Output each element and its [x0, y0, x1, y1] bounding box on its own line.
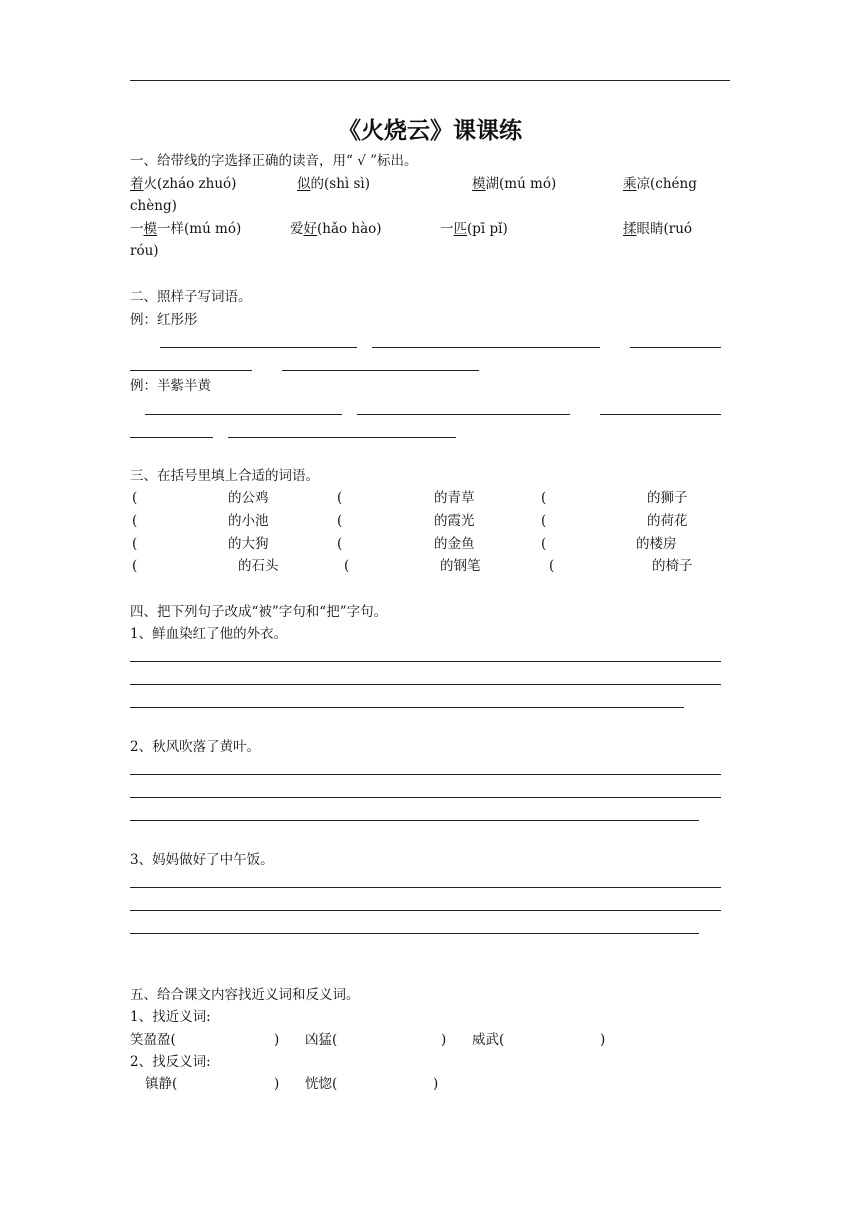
- pinyin-options: 凉(chéng: [636, 176, 697, 192]
- close-paren: ): [274, 1076, 280, 1092]
- underlined-char: 模: [472, 176, 486, 192]
- answer-line[interactable]: [145, 414, 342, 415]
- pinyin-options: 一样(mú mó): [157, 221, 242, 237]
- pinyin-wrap-2: róu): [130, 243, 159, 259]
- fill-blank-phrase: 的青草: [434, 490, 475, 506]
- synonym-item: 凶猛(: [305, 1032, 338, 1048]
- antonym-item: 镇静(: [145, 1076, 178, 1092]
- synonym-item: 威武(: [472, 1032, 505, 1048]
- fill-blank-phrase: 的钢笔: [440, 558, 481, 574]
- open-paren: (: [337, 513, 343, 529]
- open-paren: (: [541, 536, 547, 552]
- plain-char: 爱: [290, 221, 304, 237]
- page-title: 《火烧云》课课练: [338, 118, 522, 144]
- pinyin-options: 眼睛(ruó: [636, 221, 693, 237]
- fill-blank-phrase: 的金鱼: [434, 536, 475, 552]
- synonym-item: 笑盈盈(: [130, 1032, 176, 1048]
- antonym-item: 恍惚(: [305, 1076, 338, 1092]
- pinyin-options: (pī pǐ): [467, 221, 508, 237]
- open-paren: (: [541, 490, 547, 506]
- answer-line[interactable]: [130, 661, 721, 662]
- answer-line[interactable]: [130, 797, 721, 798]
- pinyin-item-4: [623, 175, 697, 193]
- pinyin-item-1: [130, 175, 236, 193]
- question-2: 2、秋风吹落了黄叶。: [130, 739, 261, 755]
- answer-line[interactable]: [357, 414, 570, 415]
- open-paren: (: [337, 536, 343, 552]
- close-paren: ): [274, 1032, 280, 1048]
- open-paren: (: [337, 490, 343, 506]
- answer-line[interactable]: [130, 933, 699, 934]
- question-1: 1、鲜血染红了他的外衣。: [130, 626, 288, 642]
- answer-line[interactable]: [630, 347, 721, 348]
- answer-line[interactable]: [130, 370, 252, 371]
- answer-line[interactable]: [160, 347, 357, 348]
- underlined-char: 匹: [453, 221, 467, 237]
- open-paren: (: [132, 536, 138, 552]
- section-4-heading: 四、把下列句子改成“被”字句和“把”字句。: [130, 604, 388, 620]
- pinyin-options: 湖(mú mó): [485, 176, 557, 192]
- close-paren: ): [441, 1032, 447, 1048]
- underlined-char: 揉: [623, 221, 637, 237]
- answer-line[interactable]: [372, 347, 600, 348]
- underlined-char: 着: [130, 176, 144, 192]
- example-1: 例：红彤彤: [130, 312, 198, 328]
- fill-blank-phrase: 的荷花: [647, 513, 688, 529]
- question-3: 3、妈妈做好了中午饭。: [130, 852, 274, 868]
- pinyin-options: (hǎo hào): [317, 221, 382, 237]
- answer-line[interactable]: [600, 414, 721, 415]
- underlined-char: 模: [143, 221, 157, 237]
- close-paren: ): [433, 1076, 439, 1092]
- fill-blank-phrase: 的楼房: [636, 536, 677, 552]
- header-rule: [130, 80, 730, 81]
- fill-blank-phrase: 的石头: [238, 558, 279, 574]
- section-5-heading: 五、给合课文内容找近义词和反义词。: [130, 987, 360, 1003]
- answer-line[interactable]: [130, 437, 213, 438]
- section-1-heading: 一、给带线的字选择正确的读音，用“ √ ”标出。: [130, 153, 418, 169]
- open-paren: (: [344, 558, 350, 574]
- open-paren: (: [549, 558, 555, 574]
- close-paren: ): [600, 1032, 606, 1048]
- pinyin-wrap-1: chèng): [130, 198, 177, 214]
- answer-line[interactable]: [282, 370, 479, 371]
- fill-blank-phrase: 的公鸡: [228, 490, 269, 506]
- pinyin-item-2: [297, 175, 370, 193]
- plain-char: 一: [440, 221, 454, 237]
- fill-blank-phrase: 的椅子: [652, 558, 693, 574]
- plain-char: 一: [130, 221, 144, 237]
- answer-line[interactable]: [228, 437, 456, 438]
- fill-blank-phrase: 的霞光: [434, 513, 475, 529]
- pinyin-item-6: [290, 220, 382, 238]
- section-3-heading: 三、在括号里填上合适的词语。: [130, 468, 319, 484]
- underlined-char: 乘: [623, 176, 637, 192]
- example-2: 例：半紫半黄: [130, 378, 211, 394]
- pinyin-item-5: [130, 220, 241, 238]
- answer-line[interactable]: [130, 887, 721, 888]
- pinyin-item-3: [472, 175, 556, 193]
- open-paren: (: [132, 558, 138, 574]
- antonym-subheading: 2、找反义词:: [130, 1054, 211, 1070]
- underlined-char: 似: [297, 176, 311, 192]
- answer-line[interactable]: [130, 910, 721, 911]
- open-paren: (: [132, 490, 138, 506]
- section-2-heading: 二、照样子写词语。: [130, 289, 252, 305]
- pinyin-options: 的(shì sì): [310, 176, 371, 192]
- synonym-subheading: 1、找近义词:: [130, 1009, 211, 1025]
- answer-line[interactable]: [130, 684, 721, 685]
- open-paren: (: [541, 513, 547, 529]
- pinyin-item-7: [440, 220, 508, 238]
- fill-blank-phrase: 的大狗: [228, 536, 269, 552]
- fill-blank-phrase: 的小池: [228, 513, 269, 529]
- fill-blank-phrase: 的狮子: [647, 490, 688, 506]
- underlined-char: 好: [303, 221, 317, 237]
- answer-line[interactable]: [130, 707, 684, 708]
- answer-line[interactable]: [130, 774, 721, 775]
- pinyin-options: 火(zháo zhuó): [143, 176, 237, 192]
- pinyin-item-8: [623, 220, 692, 238]
- open-paren: (: [132, 513, 138, 529]
- answer-line[interactable]: [130, 820, 699, 821]
